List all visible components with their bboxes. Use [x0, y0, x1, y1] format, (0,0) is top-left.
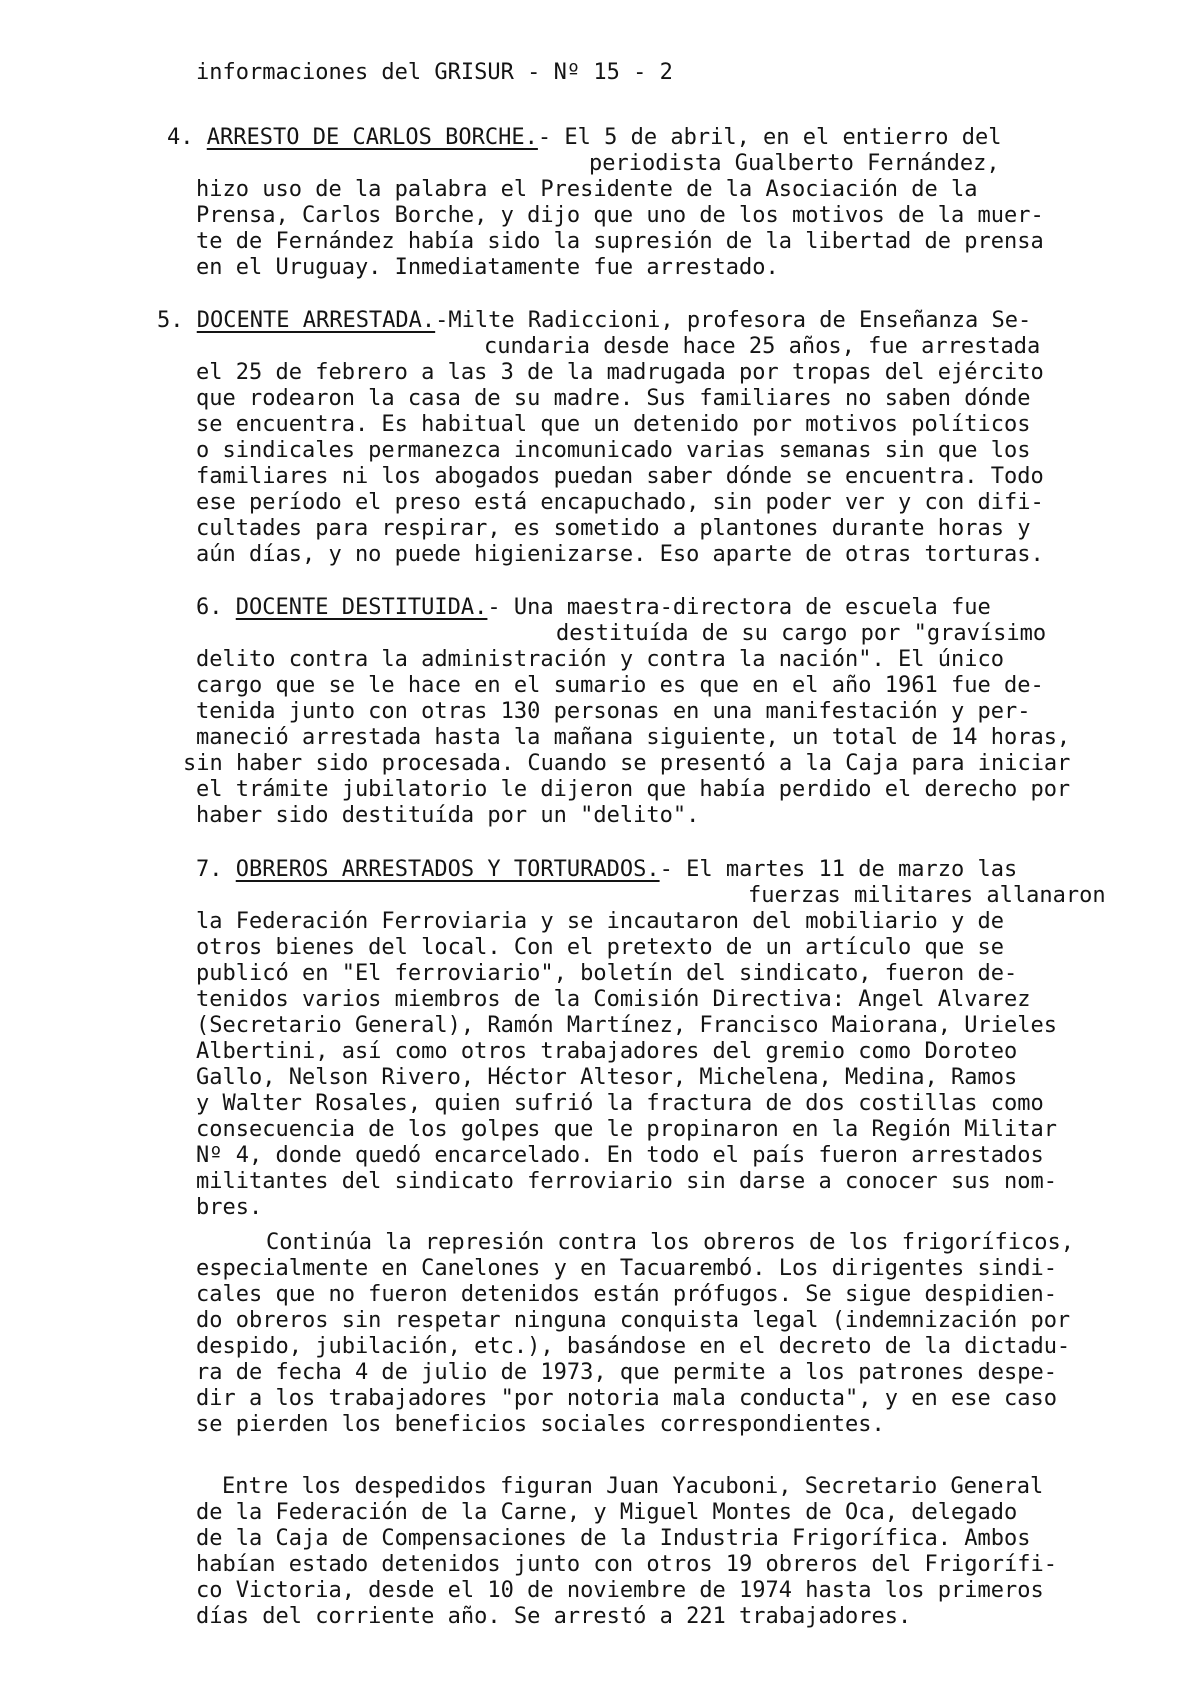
section-line: (Secretario General), Ramón Martínez, Francisco Maiorana, Urieles — [196, 1013, 1057, 1038]
section-4-heading — [167, 125, 1001, 151]
paragraph-line: especialmente en Canelones y en Tacuarembó. Los dirigentes sindi- — [196, 1256, 1057, 1281]
paragraph-line: se pierden los beneficios sociales correspondientes. — [196, 1412, 885, 1437]
section-line: tenidos varios miembros de la Comisión Directiva: Angel Alvarez — [196, 987, 1031, 1012]
section-line: Gallo, Nelson Rivero, Héctor Altesor, Michelena, Medina, Ramos — [196, 1065, 1018, 1090]
section-line: el 25 de febrero a las 3 de la madrugada por tropas del ejército — [196, 360, 1044, 385]
section-line: cundaria desde hace 25 años, fue arrestada — [484, 334, 1041, 359]
section-line: Albertini, así como otros trabajadores del gremio como Doroteo — [196, 1039, 1018, 1064]
page-header — [196, 60, 673, 86]
section-line: - Una maestra-directora de escuela fue — [487, 595, 991, 620]
section-number: 7. — [196, 857, 236, 882]
paragraph-line: Entre los despedidos figuran Juan Yacuboni, Secretario General — [222, 1474, 1044, 1499]
paragraph-line: de la Federación de la Carne, y Miguel Montes de Oca, delegado — [196, 1500, 1018, 1525]
section-line: cultades para respirar, es sometido a plantones durante horas y — [196, 516, 1031, 541]
section-line: ese período el preso está encapuchado, sin poder ver y con difi- — [196, 490, 1044, 515]
section-line: aún días, y no puede higienizarse. Eso aparte de otras torturas. — [196, 542, 1044, 567]
header-prefix: informaciones del GRISUR - — [196, 60, 554, 85]
section-line: y Walter Rosales, quien sufrió la fractura de dos costillas como — [196, 1091, 1044, 1116]
section-line: consecuencia de los golpes que le propinaron en la Región Militar — [196, 1117, 1057, 1142]
paragraph-line: ra de fecha 4 de julio de 1973, que permite a los patrones despe- — [196, 1360, 1057, 1385]
section-number: 4. — [167, 125, 207, 150]
paragraph-line: despido, jubilación, etc.), basándose en el decreto de la dictadu- — [196, 1334, 1071, 1359]
section-line: militantes del sindicato ferroviario sin darse a conocer sus nom- — [196, 1169, 1057, 1194]
section-line: periodista Gualberto Fernández, — [589, 151, 1000, 176]
section-line: Nº 4, donde quedó encarcelado. En todo el país fueron arrestados — [196, 1143, 1044, 1168]
paragraph-line: cales que no fueron detenidos están prófugos. Se sigue despidien- — [196, 1282, 1057, 1307]
section-line: otros bienes del local. Con el pretexto de un artículo que se — [196, 935, 1004, 960]
section-5-heading — [157, 308, 1031, 334]
section-line: se encuentra. Es habitual que un detenido por motivos políticos — [196, 412, 1031, 437]
paragraph-line: do obreros sin respetar ninguna conquista legal (indemnización por — [196, 1308, 1071, 1333]
section-line: o sindicales permanezca incomunicado varias semanas sin que los — [196, 438, 1031, 463]
section-line: fuerzas militares allanaron — [748, 883, 1106, 908]
section-line: familiares ni los abogados puedan saber dónde se encuentra. Todo — [196, 464, 1044, 489]
section-line: cargo que se le hace en el sumario es que en el año 1961 fue de- — [196, 673, 1044, 698]
header-page-number: 2 — [659, 60, 673, 85]
section-line: en el Uruguay. Inmediatamente fue arrestado. — [196, 255, 779, 280]
section-number: 6. — [196, 595, 236, 620]
section-line: delito contra la administración y contra la nación". El único — [196, 647, 1004, 672]
section-line: - El martes 11 de marzo las — [659, 857, 1018, 882]
header-separator: - — [619, 60, 660, 85]
section-line: hizo uso de la palabra el Presidente de la Asociación de la — [196, 177, 978, 202]
section-line: -Milte Radiccioni, profesora de Enseñanza Se- — [435, 308, 1032, 333]
section-6-heading — [196, 595, 991, 621]
section-line: haber sido destituída por un "delito". — [196, 803, 700, 828]
paragraph-line: Continúa la represión contra los obreros de los frigoríficos, — [266, 1230, 1074, 1255]
section-number: 5. — [157, 308, 197, 333]
section-line: la Federación Ferroviaria y se incautaron del mobiliario y de — [196, 909, 1004, 934]
section-line: tenida junto con otras 130 personas en una manifestación y per- — [196, 699, 1031, 724]
section-line: maneció arrestada hasta la mañana siguiente, un total de 14 horas, — [196, 725, 1071, 750]
section-title: ARRESTO DE CARLOS BORCHE. — [206, 125, 538, 150]
section-title: DOCENTE DESTITUIDA. — [235, 595, 488, 620]
section-title: OBREROS ARRESTADOS Y TORTURADOS. — [235, 857, 660, 882]
section-line: bres. — [196, 1195, 263, 1220]
section-line: te de Fernández había sido la supresión de la libertad de prensa — [196, 229, 1044, 254]
paragraph-line: habían estado detenidos junto con otros 19 obreros del Frigorífi- — [196, 1552, 1057, 1577]
section-line: el trámite jubilatorio le dijeron que había perdido el derecho por — [196, 777, 1071, 802]
section-line: sin haber sido procesada. Cuando se presentó a la Caja para iniciar — [183, 751, 1071, 776]
section-line: destituída de su cargo por "gravísimo — [556, 621, 1047, 646]
paragraph-line: días del corriente año. Se arrestó a 221 trabajadores. — [196, 1604, 912, 1629]
section-7-heading — [196, 857, 1017, 883]
section-line: Prensa, Carlos Borche, y dijo que uno de los motivos de la muer- — [196, 203, 1044, 228]
section-title: DOCENTE ARRESTADA. — [196, 308, 436, 333]
section-line: - El 5 de abril, en el entierro del — [537, 125, 1002, 150]
paragraph-line: dir a los trabajadores "por notoria mala conducta", y en ese caso — [196, 1386, 1057, 1411]
section-line: publicó en "El ferroviario", boletín del sindicato, fueron de- — [196, 961, 1018, 986]
paragraph-line: de la Caja de Compensaciones de la Industria Frigorífica. Ambos — [196, 1526, 1031, 1551]
header-issue: Nº 15 — [553, 60, 620, 85]
paragraph-line: co Victoria, desde el 10 de noviembre de 1974 hasta los primeros — [196, 1578, 1044, 1603]
section-line: que rodearon la casa de su madre. Sus familiares no saben dónde — [196, 386, 1031, 411]
